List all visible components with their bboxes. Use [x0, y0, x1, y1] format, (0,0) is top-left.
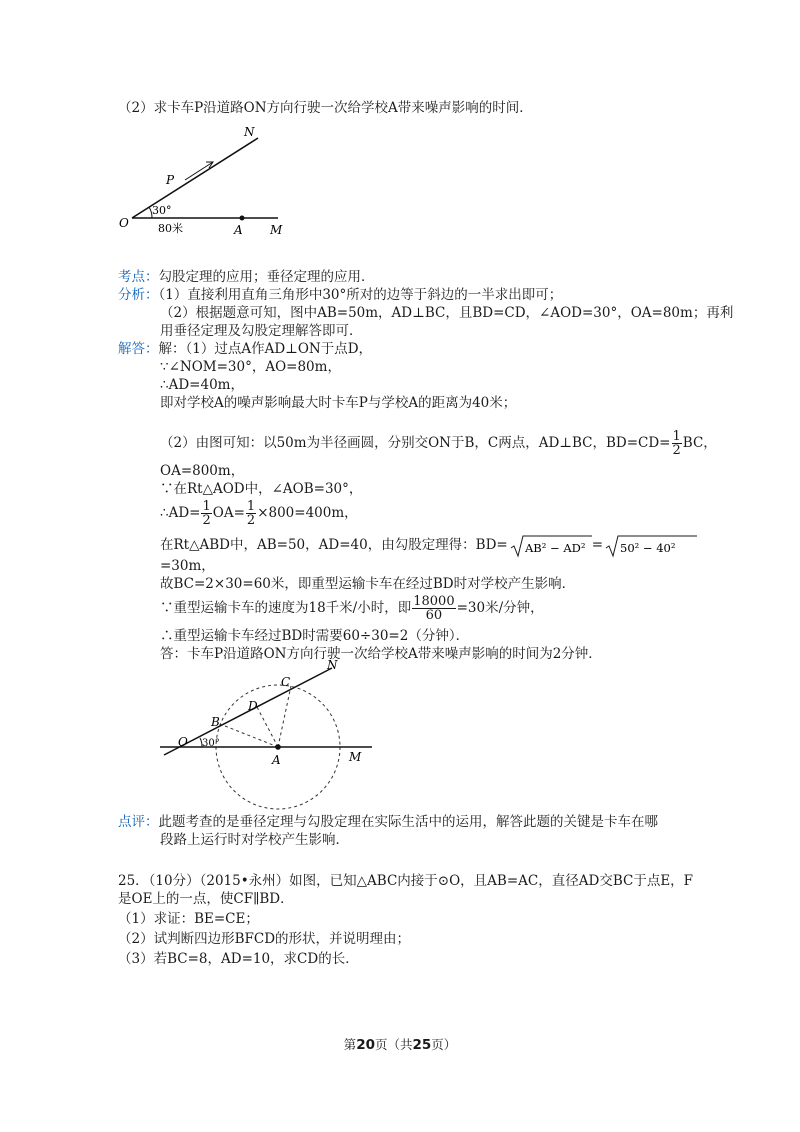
- label-O: O: [178, 735, 188, 749]
- jieda-text-8b: OA=: [212, 505, 245, 521]
- jieda-line-14: 答：卡车P沿道路ON方向行驶一次给学校A带来噪声影响的时间为2分钟．: [160, 646, 602, 662]
- q25-part-1: （1）求证：BE=CE；: [118, 911, 259, 927]
- label-D: D: [248, 699, 258, 713]
- jieda-text-5b: BC，: [682, 435, 717, 451]
- question-part2: （2）求卡车P沿道路ON方向行驶一次给学校A带来噪声影响的时间．: [118, 100, 533, 116]
- label-M: M: [270, 223, 283, 237]
- jieda-line-11: 故BC=2×30=60米，即重型运输卡车在经过BD时对学校产生影响．: [160, 576, 576, 592]
- kaodian-line: [118, 268, 375, 286]
- fraction-den: 2: [202, 513, 211, 528]
- jieda-line-6: OA=800m，: [160, 463, 245, 479]
- page-footer: [0, 1035, 800, 1053]
- jieda-line-13: ∴重型运输卡车经过BD时需要60÷30=2（分钟）．: [160, 628, 470, 644]
- fraction-half: [672, 430, 682, 457]
- fraction-den: 2: [672, 443, 681, 458]
- label-A: A: [234, 223, 243, 237]
- fraction-den: 2: [246, 513, 256, 528]
- label-B: B: [211, 715, 220, 729]
- label-M: M: [349, 750, 362, 764]
- fraction-num: 18000: [413, 594, 455, 609]
- sqrt-expression-2: [605, 533, 697, 559]
- fraction-den: 60: [425, 608, 443, 623]
- figure-road-diagram: [110, 120, 310, 245]
- jieda-line-4: 即对学校A的噪声影响最大时卡车P与学校A的距离为40米；: [160, 395, 517, 411]
- jieda-line-5: [160, 428, 717, 458]
- fenxi-text-1: （1）直接利用直角三角形中30°所对的边等于斜边的一半求出即可；: [158, 287, 563, 303]
- footer-mid: 页（共: [374, 1037, 413, 1052]
- jieda-text-12b: =30米/分钟，: [456, 600, 544, 616]
- fraction-speed: [412, 595, 455, 622]
- jieda-text-12a: ∵重型运输卡车的速度为18千米/小时，即: [160, 600, 412, 616]
- jieda-line-2: ∵∠NOM=30°，AO=80m，: [160, 359, 341, 375]
- dianping-text-1: 此题考查的是垂径定理与勾股定理在实际生活中的运用，解答此题的关键是卡车在哪: [158, 814, 658, 830]
- fraction-half: [246, 500, 256, 527]
- footer-pre: 第: [343, 1037, 357, 1052]
- jieda-line-7: ∵在Rt△AOD中，∠AOB=30°，: [160, 481, 363, 497]
- jieda-line-12: [160, 593, 544, 623]
- angle-label: 30°: [202, 738, 220, 749]
- q25-part-3: （3）若BC=8，AD=10，求CD的长．: [118, 951, 359, 967]
- dianping-label: 点评：: [118, 814, 159, 830]
- jieda-text-9a: 在Rt△ABD中，AB=50，AD=40，由勾股定理得：BD=: [160, 537, 508, 553]
- q25-line-1: 25．（10分）（2015•永州）如图，已知△ABC内接于⊙O，且AB=AC，直径AD交BC于点E，F: [118, 873, 694, 889]
- sqrt-expression-1: [510, 533, 592, 559]
- label-N: N: [244, 125, 255, 139]
- fenxi-label: 分析：: [118, 287, 159, 303]
- q25-part-2: （2）试判断四边形BFCD的形状，并说明理由；: [118, 931, 411, 947]
- distance-label: 80米: [158, 222, 183, 235]
- jieda-line-8: [160, 498, 358, 528]
- label-A: A: [272, 753, 281, 767]
- page-number: 20: [356, 1037, 375, 1053]
- jieda-text-8c: ×800=400m，: [257, 505, 358, 521]
- jieda-line-3: ∴AD=40m，: [160, 377, 244, 393]
- label-O: O: [119, 216, 129, 230]
- fraction-num: 1: [202, 499, 211, 514]
- jieda-label: 解答：: [118, 341, 159, 357]
- kaodian-label: 考点：: [118, 269, 159, 285]
- fraction-half: [201, 500, 211, 527]
- sqrt-text-1: AB² − AD²: [524, 541, 586, 555]
- fenxi-line-2: （2）根据题意可知，图中AB=50m，AD⊥BC，且BD=CD，∠AOD=30°，OA=80m；再利: [160, 305, 734, 321]
- label-C: C: [281, 675, 291, 689]
- jieda-text-8a: ∴AD=: [160, 505, 201, 521]
- dianping-line-2: 段路上运行时对学校产生影响．: [160, 832, 349, 848]
- label-N: N: [327, 660, 338, 672]
- kaodian-text: 勾股定理的应用；垂径定理的应用．: [158, 269, 375, 285]
- jieda-line-10: =30m，: [160, 558, 215, 574]
- dianping-line-1: [118, 813, 658, 831]
- q25-line-2: 是OE上的一点，使CF∥BD．: [118, 891, 294, 907]
- fenxi-line-3: 用垂径定理及勾股定理解答即可．: [160, 323, 363, 339]
- jieda-text-5a: （2）由图可知：以50m为半径画圆，分别交ON于B，C两点，AD⊥BC，BD=CD=: [160, 435, 671, 451]
- footer-post: 页）: [431, 1037, 457, 1052]
- jieda-line-9: [160, 532, 697, 559]
- jieda-text-1: 解：（1）过点A作AD⊥ON于点D，: [158, 341, 373, 357]
- jieda-text-9b: =: [591, 537, 604, 553]
- fraction-num: 1: [672, 429, 681, 444]
- sqrt-text-2: 50² − 40²: [620, 541, 676, 555]
- figure-circle-diagram: [150, 660, 380, 815]
- page-total: 25: [412, 1037, 432, 1053]
- fraction-num: 1: [246, 499, 256, 514]
- fenxi-line-1: [118, 286, 562, 304]
- angle-label: 30°: [152, 204, 172, 217]
- label-P: P: [166, 173, 175, 187]
- jieda-line-1: [118, 340, 372, 358]
